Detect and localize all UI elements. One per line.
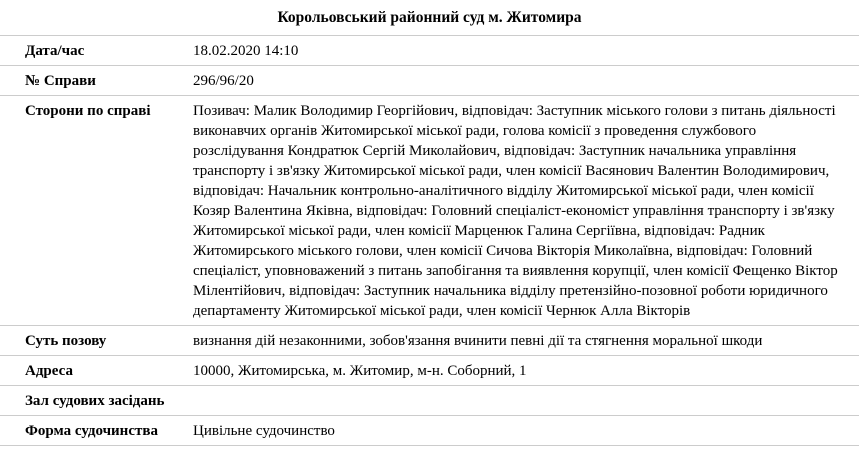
row-value: Позивач: Малик Володимир Георгійович, відповідач: Заступник міського голови з питань діяльності виконавчих органів Житомирської міської ради, голова комісії з проведення службового розслідування Кондратюк Сергій Миколайович, відповідач: Заступник начальника управління транспорту і зв'язку Житомирської міської ради, член комісії Васянович Валентин Володимирович, відповідач: Начальник контрольно-аналітичного відділу Житомирської міської ради, член комісії Козяр Валентина Яківна, відповідач: Головний спеціаліст-економіст управління транспорту і зв'язку Житомирської міської ради, член комісії Марценюк Галина Сергіївна, відповідач: Радник Житомирського міського голови, член комісії Сичова Вікторія Миколаївна, відповідач: Головний спеціаліст, уповноважений з питань запобігання та виявлення корупції, член комісії Фещенко Віктор Мілентійович, відповідач: Заступник начальника відділу претензійно-позовної роботи юридичного департаменту Житомирської міської ради, член комісії Чернюк Алла Вікторів xyxy=(193,103,838,319)
table-row-case-number xyxy=(0,65,859,95)
row-label: Суть позову xyxy=(25,333,107,349)
row-label: Сторони по справі xyxy=(25,103,151,119)
row-value: 10000, Житомирська, м. Житомир, м-н. Соборний, 1 xyxy=(193,363,527,379)
row-value xyxy=(193,386,859,415)
table-row-courtroom xyxy=(0,385,859,415)
table-row-proceedings-form xyxy=(0,415,859,446)
page-title: Корольовський районний суд м. Житомира xyxy=(277,9,582,26)
table-row-date-time xyxy=(0,35,859,65)
row-value: Цивільне судочинство xyxy=(193,423,335,439)
case-details-table xyxy=(0,35,859,446)
row-value: 296/96/20 xyxy=(193,73,254,89)
row-value: визнання дій незаконними, зобов'язання вчинити певні дії та стягнення моральної шкоди xyxy=(193,333,763,349)
row-value: 18.02.2020 14:10 xyxy=(193,43,299,59)
table-row-address xyxy=(0,355,859,385)
row-label: Форма судочинства xyxy=(25,423,158,439)
table-row-claim-essence xyxy=(0,325,859,355)
row-label: Дата/час xyxy=(25,43,85,59)
table-row-parties xyxy=(0,95,859,325)
row-label: Адреса xyxy=(25,363,73,379)
row-label: № Справи xyxy=(25,73,96,89)
row-label: Зал судових засідань xyxy=(25,393,165,409)
